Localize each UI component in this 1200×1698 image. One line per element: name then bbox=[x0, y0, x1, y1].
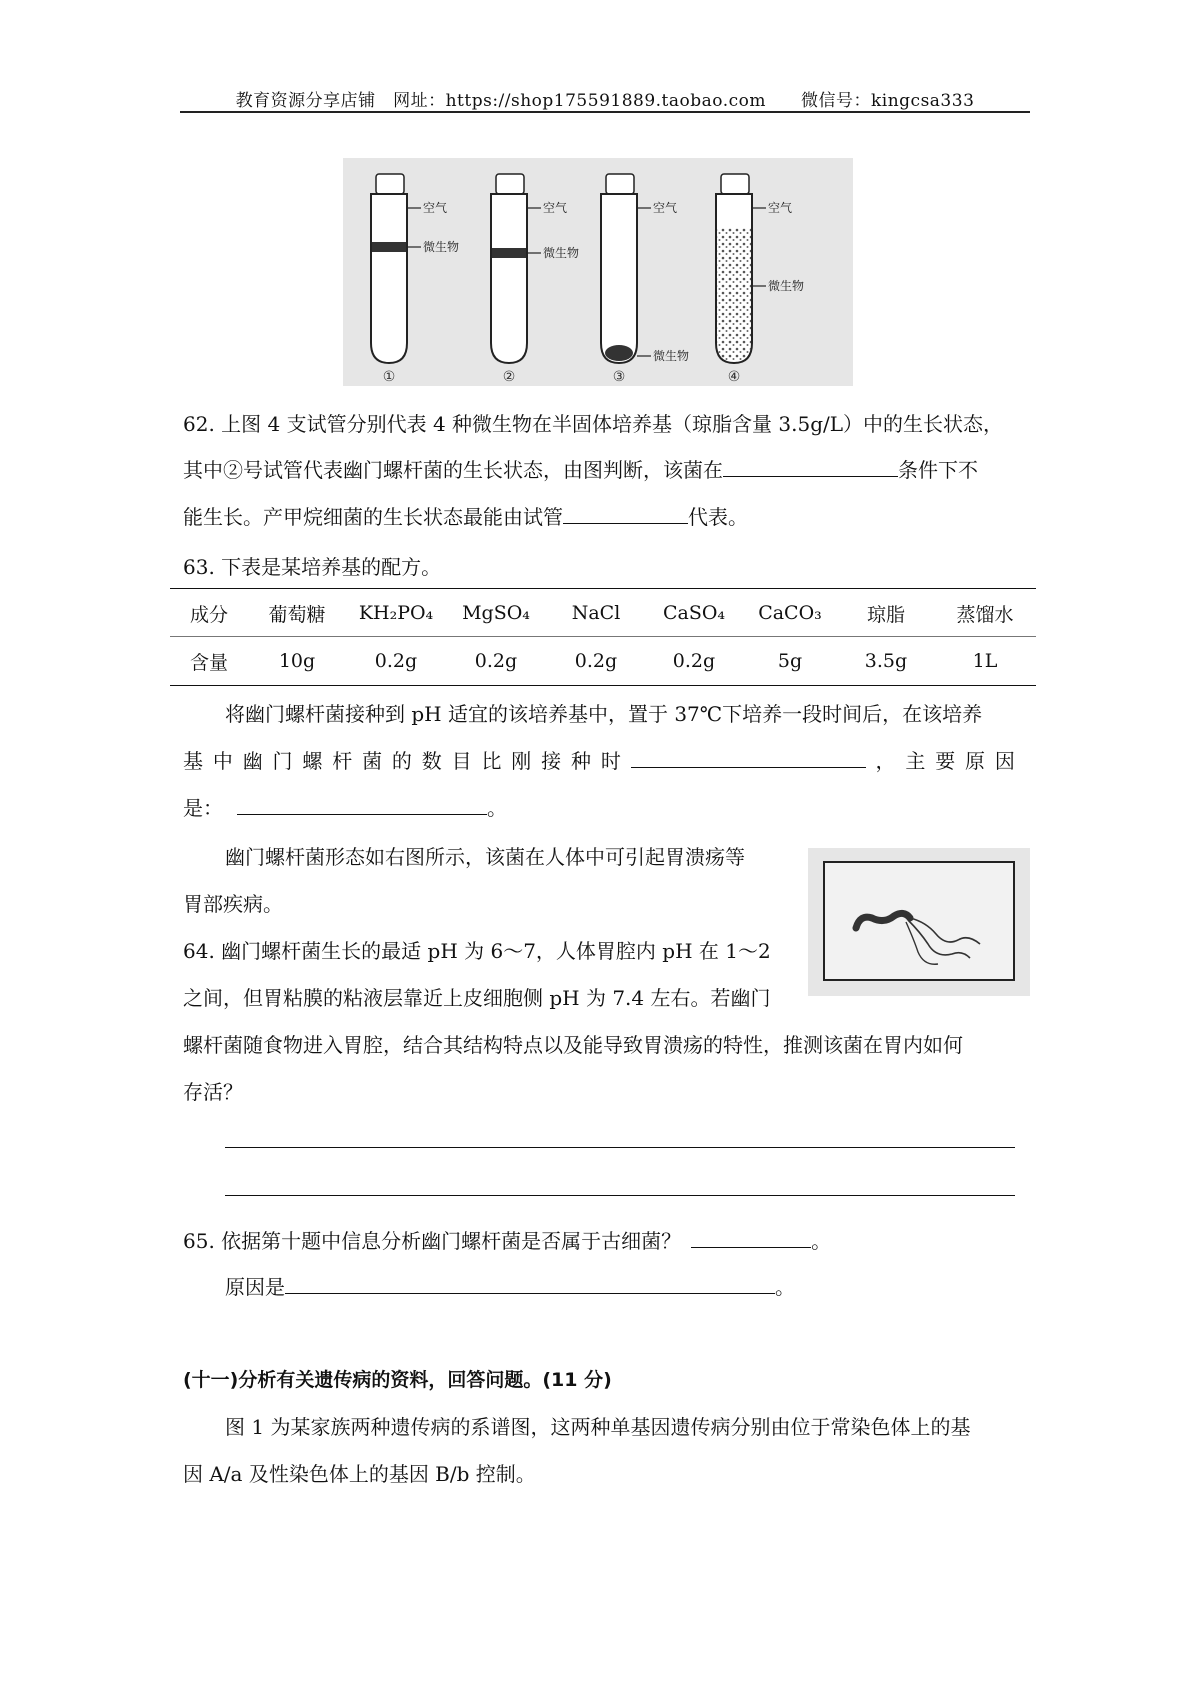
q62-line3-tail: 代表。 bbox=[688, 505, 748, 529]
test-tube-diagram bbox=[343, 158, 853, 386]
q63-char: 时 bbox=[600, 749, 621, 773]
q63-line3-text: 是： bbox=[183, 796, 223, 820]
q62-line2-text: 其中②号试管代表幽门螺杆菌的生长状态，由图判断，该菌在 bbox=[183, 458, 723, 482]
q64-line1: 64. 幽门螺杆菌生长的最适 pH 为 6～7，人体胃腔内 pH 在 1～2 bbox=[183, 939, 771, 963]
q63-intro: 63. 下表是某培养基的配方。 bbox=[183, 555, 442, 579]
q63-char: 原 bbox=[965, 749, 986, 773]
table-cell: 0.2g bbox=[574, 650, 618, 672]
q63-char: 种 bbox=[570, 749, 591, 773]
q62-blank-1[interactable] bbox=[723, 456, 898, 477]
bacterium-figure bbox=[808, 848, 1030, 996]
tube-3 bbox=[601, 174, 651, 363]
table-header-row bbox=[170, 589, 1036, 637]
tube2-air-label: 空气 bbox=[543, 201, 568, 215]
tube-number-2: ② bbox=[502, 369, 516, 385]
q62-blank-2[interactable] bbox=[563, 503, 688, 524]
q63-para-line3 bbox=[183, 794, 507, 822]
test-tube-figure bbox=[343, 158, 853, 386]
table-header-cell: MgSO₄ bbox=[462, 602, 530, 624]
q63-char: 中 bbox=[212, 749, 233, 773]
q62-line3 bbox=[183, 503, 748, 531]
q63-char: 接 bbox=[541, 749, 562, 773]
q64-line4: 存活？ bbox=[183, 1080, 243, 1104]
q63-char: 数 bbox=[421, 749, 442, 773]
section-11-line1: 图 1 为某家族两种遗传病的系谱图，这两种单基因遗传病分别由位于常染色体上的基 bbox=[225, 1415, 971, 1439]
q64-answer-line-2[interactable] bbox=[225, 1195, 1015, 1196]
tube-4 bbox=[716, 174, 766, 363]
header-rule bbox=[180, 111, 1030, 113]
q65-line1 bbox=[183, 1227, 831, 1255]
q63-blank-1[interactable] bbox=[631, 747, 866, 768]
medium-recipe-table bbox=[170, 589, 1036, 685]
tube-number-3: ③ bbox=[612, 369, 626, 385]
q62-line1: 62. 上图 4 支试管分别代表 4 种微生物在半固体培养基（琼脂含量 3.5g/L）中的生长状态， bbox=[183, 412, 1004, 436]
tube-1 bbox=[371, 174, 421, 363]
q65-blank-1[interactable] bbox=[691, 1227, 811, 1248]
table-row bbox=[170, 637, 1036, 685]
tube-number-4: ④ bbox=[727, 369, 741, 385]
table-header-cell: CaSO₄ bbox=[662, 602, 726, 624]
q63-char: 门 bbox=[272, 749, 293, 773]
section-11-title: (十一)分析有关遗传病的资料，回答问题。(11 分) bbox=[183, 1369, 612, 1391]
q63-char: ， bbox=[875, 749, 896, 773]
q65-line2-tail: 。 bbox=[775, 1275, 795, 1299]
table-header-cell: 蒸馏水 bbox=[956, 603, 1014, 626]
tube-2 bbox=[491, 174, 541, 363]
q63-char: 基 bbox=[183, 749, 203, 773]
q65-line1-tail: 。 bbox=[811, 1229, 832, 1253]
q63-char: 目 bbox=[451, 749, 472, 773]
q65-blank-2[interactable] bbox=[285, 1273, 775, 1294]
section-11-line2: 因 A/a 及性染色体上的基因 B/b 控制。 bbox=[183, 1462, 536, 1486]
table-cell: 10g bbox=[278, 650, 316, 672]
table-cell: 0.2g bbox=[474, 650, 518, 672]
q63-char: 的 bbox=[391, 749, 412, 773]
q64-line2: 之间，但胃粘膜的粘液层靠近上皮细胞侧 pH 为 7.4 左右。若幽门 bbox=[183, 986, 771, 1010]
table-cell: 含量 bbox=[189, 651, 228, 674]
q63-char: 比 bbox=[481, 749, 502, 773]
q63-char: 因 bbox=[994, 749, 1015, 773]
page-header: 教育资源分享店铺 网址：https://shop175591889.taobao.com 微信号：kingcsa333 bbox=[235, 91, 975, 111]
table-header-cell: CaCO₃ bbox=[758, 602, 822, 624]
helicobacter-image bbox=[808, 848, 1030, 996]
q63-char: 主 bbox=[905, 749, 926, 773]
morph-line1: 幽门螺杆菌形态如右图所示，该菌在人体中可引起胃溃疡等 bbox=[225, 845, 745, 869]
table-header-cell: 成分 bbox=[189, 603, 228, 626]
table-cell: 0.2g bbox=[374, 650, 418, 672]
q65-line2 bbox=[225, 1273, 795, 1301]
q63-char: 要 bbox=[935, 749, 956, 773]
q63-char: 菌 bbox=[362, 749, 383, 773]
tube3-microbe-label: 微生物 bbox=[653, 349, 690, 363]
table-header-cell: 琼脂 bbox=[866, 603, 905, 626]
q62-line2-tail: 条件下不 bbox=[898, 458, 978, 482]
q65-line2-text: 原因是 bbox=[225, 1275, 285, 1299]
tube4-microbe-label: 微生物 bbox=[768, 279, 805, 293]
table-header-cell: 葡萄糖 bbox=[268, 603, 326, 626]
tube-number-1: ① bbox=[382, 369, 396, 385]
q63-line3-tail: 。 bbox=[487, 796, 507, 820]
tube1-microbe-label: 微生物 bbox=[423, 240, 460, 254]
tube4-air-label: 空气 bbox=[768, 201, 793, 215]
table-header-cell: NaCl bbox=[571, 602, 621, 624]
q65-line1-text: 65. 依据第十题中信息分析幽门螺杆菌是否属于古细菌？ bbox=[183, 1229, 682, 1253]
table-cell: 1L bbox=[972, 650, 998, 672]
q63-char: 杆 bbox=[332, 749, 353, 773]
tube1-air-label: 空气 bbox=[423, 201, 448, 215]
q63-blank-2[interactable] bbox=[237, 794, 487, 815]
tube2-microbe-label: 微生物 bbox=[543, 246, 580, 260]
q63-para-line2 bbox=[183, 747, 1015, 775]
q64-answer-line-1[interactable] bbox=[225, 1147, 1015, 1148]
table-cell: 0.2g bbox=[672, 650, 716, 672]
table-header-cell: KH₂PO₄ bbox=[358, 602, 434, 624]
q62-line3-text: 能生长。产甲烷细菌的生长状态最能由试管 bbox=[183, 505, 563, 529]
q63-char: 幽 bbox=[242, 749, 263, 773]
morph-line2: 胃部疾病。 bbox=[183, 892, 283, 916]
q62-line2 bbox=[183, 456, 978, 484]
tube3-air-label: 空气 bbox=[653, 201, 678, 215]
table-cell: 5g bbox=[777, 650, 803, 672]
q64-line3: 螺杆菌随食物进入胃腔，结合其结构特点以及能导致胃溃疡的特性，推测该菌在胃内如何 bbox=[183, 1033, 963, 1057]
q63-para-line1: 将幽门螺杆菌接种到 pH 适宜的该培养基中，置于 37℃下培养一段时间后，在该培养 bbox=[225, 702, 983, 726]
q63-char: 螺 bbox=[302, 749, 323, 773]
table-cell: 3.5g bbox=[864, 650, 908, 672]
table-bottom-rule bbox=[170, 685, 1036, 686]
q63-char: 刚 bbox=[511, 749, 532, 773]
